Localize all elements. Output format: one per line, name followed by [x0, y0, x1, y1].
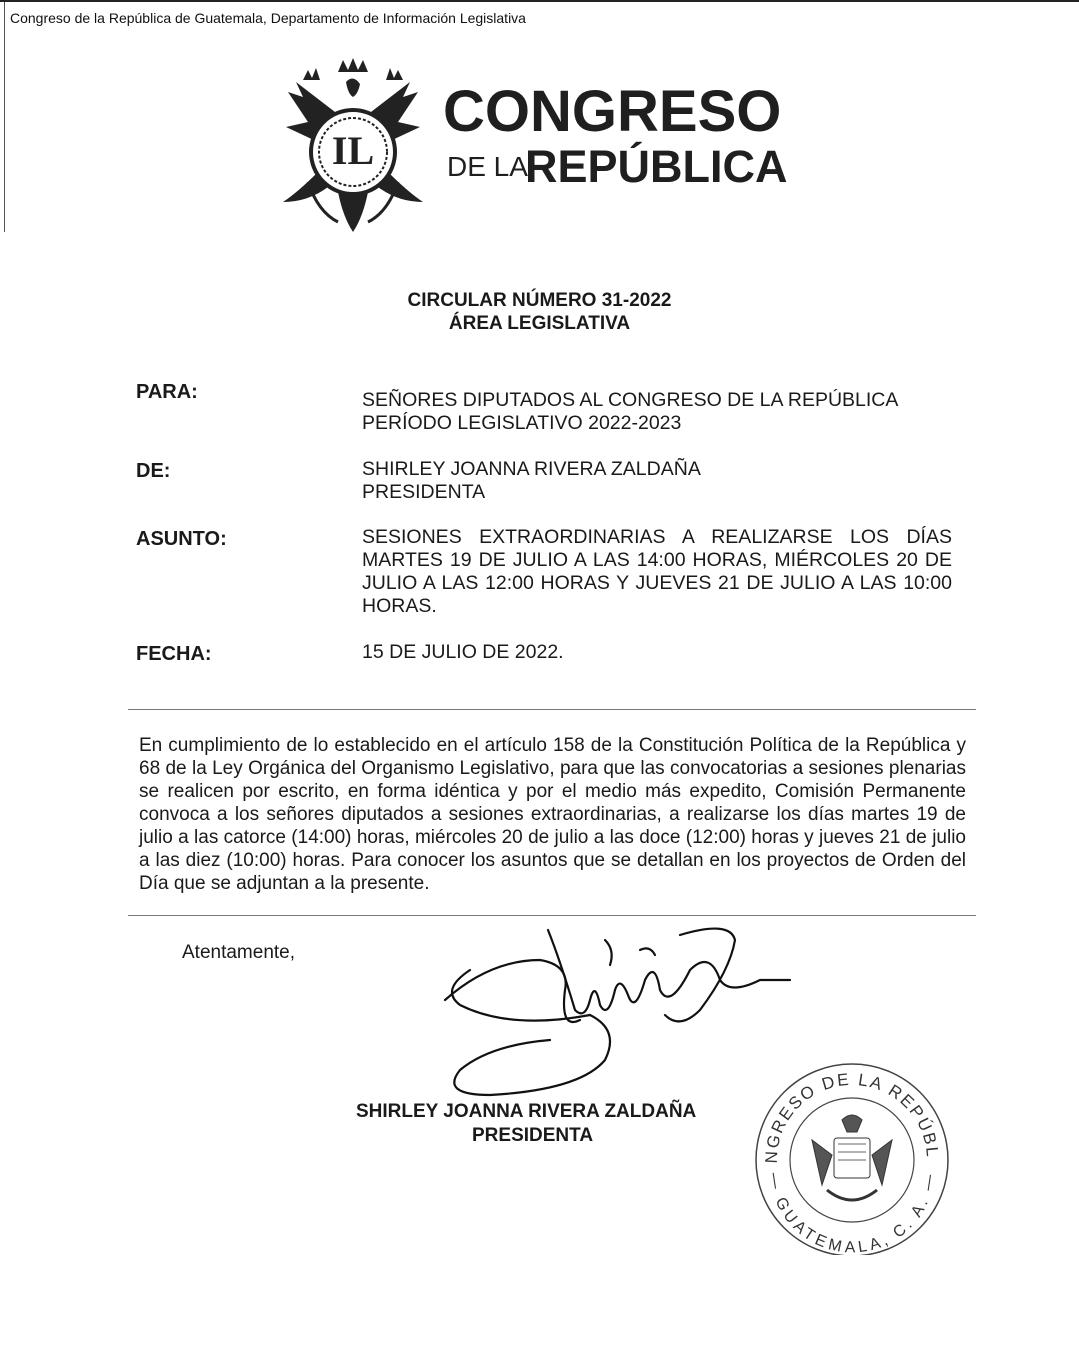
divider-top: [128, 709, 976, 710]
left-border: [4, 2, 5, 232]
para-label: PARA:: [136, 381, 198, 403]
para-value: [362, 389, 898, 435]
svg-text:— GUATEMALA, C. A. —: [765, 1172, 939, 1255]
asunto-label: ASUNTO:: [136, 528, 227, 550]
official-seal-icon: [752, 1060, 952, 1255]
body-paragraph: En cumplimiento de lo establecido en el artículo 158 de la Constitución Política de la República y 68 de la Ley Orgánica del Organismo Legislativo, para que las convocatorias a sesiones plenarias se realicen por escrito, en forma idéntica y por el medio más expedito, Comisión Permanente convoca a los señores diputados a sesiones extraordinarias, a realizarse los días martes 19 de julio a las catorce (14:00) horas, miércoles 20 de julio a las doce (12:00) horas y jueves 21 de julio a las diez (10:00) horas. Para conocer los asuntos que se detallan en los proyectos de Orden del Día que se adjuntan a la presente.: [139, 735, 966, 894]
de-line-2: PRESIDENTA: [362, 481, 486, 503]
seal-top-text: NGRESO DE LA REPÚBL: [761, 1069, 943, 1164]
circular-subtitle: ÁREA LEGISLATIVA: [448, 313, 631, 334]
de-value: [362, 458, 701, 504]
fecha-label: FECHA:: [136, 643, 212, 665]
congress-emblem-icon: [278, 52, 428, 237]
svg-text:IL: IL: [331, 128, 375, 173]
para-line-1: SEÑORES DIPUTADOS AL CONGRESO DE LA REPÚBLICA: [362, 389, 899, 411]
signer-name: SHIRLEY JOANNA RIVERA ZALDAÑA: [356, 1101, 697, 1122]
closing-text: Atentamente,: [182, 942, 296, 963]
de-label: DE:: [136, 460, 171, 482]
de-line-1: SHIRLEY JOANNA RIVERA ZALDAÑA: [362, 458, 701, 480]
divider-bottom: [128, 915, 976, 916]
brand-title: CONGRESO: [443, 79, 782, 144]
circular-title: CIRCULAR NÚMERO 31-2022: [407, 290, 672, 311]
signer-role: PRESIDENTA: [472, 1125, 594, 1146]
source-caption: Congreso de la República de Guatemala, Departamento de Información Legislativa: [10, 10, 526, 26]
signature-icon: [430, 920, 795, 1110]
para-line-2: PERÍODO LEGISLATIVO 2022-2023: [362, 412, 682, 434]
fecha-value: 15 DE JULIO DE 2022.: [362, 641, 564, 663]
seal-bottom-text: — GUATEMALA, C. A. —: [765, 1171, 939, 1255]
brand-subtitle: REPÚBLICA: [525, 141, 788, 192]
asunto-value: SESIONES EXTRAORDINARIAS A REALIZARSE LOS DÍAS MARTES 19 DE JULIO A LAS 14:00 HORAS, MIÉRCOLES 20 DE JULIO A LAS 12:00 HORAS Y JUEVES 21 DE JULIO A LAS 10:00 HORAS.: [362, 526, 952, 617]
top-border: [0, 0, 1079, 2]
brand-subtitle-prefix: DE LA: [447, 151, 528, 182]
